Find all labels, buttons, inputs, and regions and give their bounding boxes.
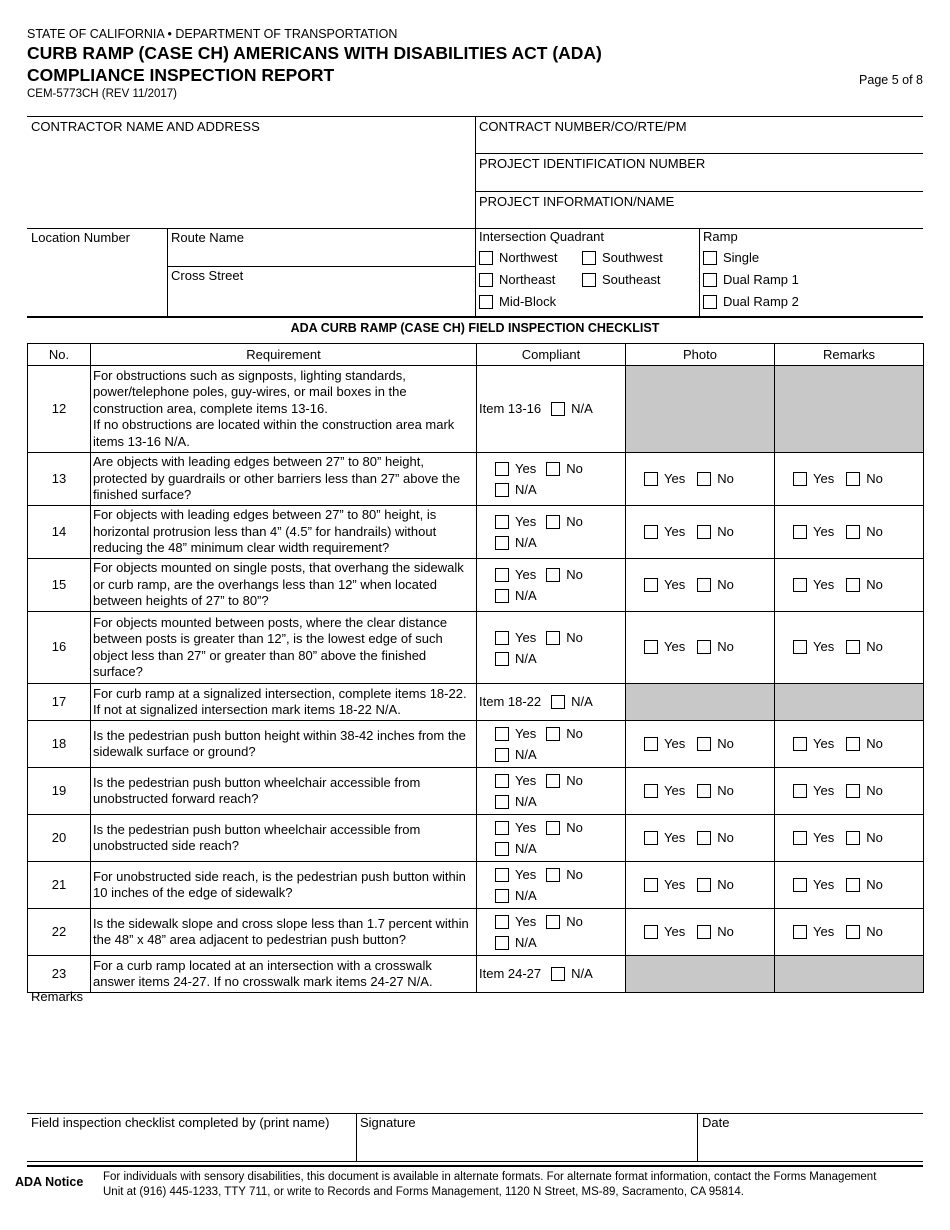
compliant-yes-option[interactable]: Yes: [495, 911, 536, 932]
checkbox[interactable]: [551, 967, 565, 981]
row-number: 17: [28, 684, 91, 721]
compliant-yes-option[interactable]: Yes: [495, 564, 536, 585]
requirement-text: For a curb ramp located at an intersection with a crosswalk answer items 24-27. If no crosswalk mark items 24-27 N/A.: [91, 956, 477, 993]
quadrant-southeast-option[interactable]: Southeast: [582, 272, 661, 287]
quadrant-southwest-option[interactable]: Southwest: [582, 250, 663, 265]
compliant-yes-option[interactable]: Yes: [495, 723, 536, 744]
checkbox[interactable]: [479, 251, 493, 265]
checkbox[interactable]: [846, 578, 860, 592]
checkbox[interactable]: [495, 536, 509, 550]
column-header-requirement: Requirement: [91, 344, 477, 366]
photo-cell-disabled: [626, 366, 775, 453]
form-title-line1: CURB RAMP (CASE CH) AMERICANS WITH DISABILITIES ACT (ADA): [27, 43, 602, 63]
remarks-no-option[interactable]: No: [846, 830, 883, 847]
checkbox[interactable]: [546, 727, 560, 741]
checklist-row: [28, 506, 924, 559]
compliant-no-option[interactable]: No: [546, 511, 583, 532]
remarks-no-option[interactable]: No: [846, 783, 883, 800]
requirement-text: For objects mounted between posts, where the clear distance between posts is greater than 12”, is the lowest edge of such object less than 27” or greater than 80” above the finished surface?: [91, 612, 477, 684]
ada-notice-label: ADA Notice: [15, 1175, 84, 1189]
checkbox[interactable]: [644, 784, 658, 798]
completed-by-field[interactable]: [27, 1114, 357, 1162]
compliant-yes-option[interactable]: Yes: [495, 458, 536, 479]
checkbox[interactable]: [697, 525, 711, 539]
contract-number-label: CONTRACT NUMBER/CO/RTE/PM: [479, 119, 687, 134]
checkbox[interactable]: [495, 515, 509, 529]
checkbox[interactable]: [495, 795, 509, 809]
row-number: 22: [28, 909, 91, 956]
contractor-field[interactable]: [27, 117, 476, 229]
ramp-label: Ramp: [703, 229, 738, 244]
photo-yes-option[interactable]: Yes: [644, 924, 685, 941]
checkbox[interactable]: [697, 925, 711, 939]
checkbox[interactable]: [495, 868, 509, 882]
remarks-yes-option[interactable]: Yes: [793, 639, 834, 656]
quadrant-northwest-option[interactable]: Northwest: [479, 250, 582, 265]
remarks-cell-disabled: [775, 684, 924, 721]
compliant-yes-option[interactable]: Yes: [495, 627, 536, 648]
ramp-dual-2-option[interactable]: Dual Ramp 2: [703, 294, 799, 309]
remarks-yes-option[interactable]: Yes: [793, 924, 834, 941]
compliant-cell: [477, 862, 626, 909]
checkbox[interactable]: [644, 525, 658, 539]
compliant-cell: [477, 815, 626, 862]
checkbox[interactable]: [697, 831, 711, 845]
checkbox[interactable]: [495, 727, 509, 741]
checkbox[interactable]: [697, 578, 711, 592]
intersection-quadrant-group: [476, 229, 700, 317]
remarks-cell: [775, 862, 924, 909]
photo-no-option[interactable]: No: [697, 639, 734, 656]
compliant-na-option[interactable]: N/A: [495, 585, 537, 606]
cross-street-field[interactable]: [168, 267, 476, 317]
compliant-na-option[interactable]: N/A: [495, 791, 537, 812]
compliant-no-option[interactable]: No: [546, 627, 583, 648]
checkbox[interactable]: [582, 251, 596, 265]
photo-no-option[interactable]: No: [697, 577, 734, 594]
checkbox[interactable]: [479, 273, 493, 287]
checklist-row: [28, 612, 924, 684]
signature-field[interactable]: [357, 1114, 698, 1162]
photo-yes-option[interactable]: Yes: [644, 639, 685, 656]
compliant-no-option[interactable]: No: [546, 723, 583, 744]
checkbox[interactable]: [546, 515, 560, 529]
checkbox[interactable]: [495, 462, 509, 476]
checkbox[interactable]: [697, 640, 711, 654]
checkbox[interactable]: [546, 915, 560, 929]
remarks-yes-option[interactable]: Yes: [793, 736, 834, 753]
checkbox[interactable]: [546, 821, 560, 835]
checklist-header-row: [28, 344, 924, 366]
ramp-group: [700, 229, 923, 317]
date-label: Date: [702, 1115, 730, 1130]
remarks-cell: [775, 815, 924, 862]
compliant-na-option[interactable]: N/A: [495, 532, 537, 553]
route-name-field[interactable]: [168, 229, 476, 267]
compliant-na-option[interactable]: N/A: [495, 885, 537, 906]
compliant-na-option[interactable]: N/A: [495, 744, 537, 765]
compliant-na-option[interactable]: N/A: [495, 648, 537, 669]
checkbox[interactable]: [697, 878, 711, 892]
checkbox[interactable]: [495, 915, 509, 929]
compliant-item-cell: [477, 684, 626, 721]
checkbox[interactable]: [644, 831, 658, 845]
info-section: [27, 116, 923, 318]
requirement-text: Are objects with leading edges between 27” to 80” height, protected by guardrails or other barriers less than 27” above the finished surface?: [91, 453, 477, 506]
compliant-yes-option[interactable]: Yes: [495, 511, 536, 532]
column-header-no: No.: [28, 344, 91, 366]
checkbox[interactable]: [644, 737, 658, 751]
photo-no-option[interactable]: No: [697, 471, 734, 488]
na-option[interactable]: N/A: [541, 694, 593, 711]
compliant-yes-option[interactable]: Yes: [495, 770, 536, 791]
checkbox[interactable]: [793, 472, 807, 486]
item-range-label: Item 13-16: [479, 400, 542, 416]
remarks-no-option[interactable]: No: [846, 577, 883, 594]
contract-number-field[interactable]: [476, 117, 923, 154]
compliant-cell: [477, 453, 626, 506]
remarks-cell: [775, 559, 924, 612]
remarks-cell: [775, 721, 924, 768]
remarks-yes-option[interactable]: Yes: [793, 524, 834, 541]
checkbox[interactable]: [495, 652, 509, 666]
checkbox[interactable]: [495, 483, 509, 497]
photo-yes-option[interactable]: Yes: [644, 783, 685, 800]
checkbox[interactable]: [697, 784, 711, 798]
signoff-section: [27, 1113, 923, 1162]
photo-yes-option[interactable]: Yes: [644, 877, 685, 894]
compliant-no-option[interactable]: No: [546, 564, 583, 585]
checkbox[interactable]: [793, 878, 807, 892]
checklist-row: [28, 768, 924, 815]
remarks-no-option[interactable]: No: [846, 639, 883, 656]
contractor-label: CONTRACTOR NAME AND ADDRESS: [31, 119, 260, 134]
checkbox[interactable]: [846, 737, 860, 751]
requirement-text: For obstructions such as signposts, lighting standards, power/telephone poles, guy-wires, or mail boxes in the construction area, complete items 13-16. If no obstructions are located within the construction area mark items 13-16 N/A.: [91, 366, 477, 453]
checklist-row: [28, 453, 924, 506]
checklist-table: [27, 343, 924, 993]
photo-cell-disabled: [626, 956, 775, 993]
remarks-yes-option[interactable]: Yes: [793, 471, 834, 488]
photo-cell: [626, 453, 775, 506]
checkbox[interactable]: [551, 402, 565, 416]
checkbox[interactable]: [644, 578, 658, 592]
row-number: 18: [28, 721, 91, 768]
checkbox[interactable]: [846, 525, 860, 539]
remarks-no-option[interactable]: No: [846, 736, 883, 753]
checkbox[interactable]: [793, 784, 807, 798]
requirement-text: Is the pedestrian push button height within 38-42 inches from the sidewalk surface or ground?: [91, 721, 477, 768]
photo-yes-option[interactable]: Yes: [644, 471, 685, 488]
checklist-row: [28, 366, 924, 453]
quadrant-label: Intersection Quadrant: [479, 229, 605, 244]
compliant-na-option[interactable]: N/A: [495, 932, 537, 953]
checkbox[interactable]: [644, 472, 658, 486]
remarks-cell: [775, 612, 924, 684]
compliant-cell: [477, 909, 626, 956]
remarks-label: Remarks: [31, 989, 84, 1004]
photo-yes-option[interactable]: Yes: [644, 577, 685, 594]
checkbox[interactable]: [846, 925, 860, 939]
checkbox[interactable]: [793, 831, 807, 845]
checkbox[interactable]: [846, 472, 860, 486]
checkbox[interactable]: [546, 631, 560, 645]
requirement-text: For curb ramp at a signalized intersection, complete items 18-22. If not at signalized intersection mark items 18-22 N/A.: [91, 684, 477, 721]
quadrant-midblock-option[interactable]: Mid-Block: [479, 294, 556, 309]
row-number: 21: [28, 862, 91, 909]
checkbox[interactable]: [495, 842, 509, 856]
remarks-no-option[interactable]: No: [846, 524, 883, 541]
checklist-row: [28, 956, 924, 993]
notice-divider: [27, 1165, 923, 1167]
location-number-label: Location Number: [31, 230, 130, 245]
quadrant-northeast-option[interactable]: Northeast: [479, 272, 582, 287]
checklist-row: [28, 862, 924, 909]
agency-name: STATE OF CALIFORNIA • DEPARTMENT OF TRANSPORTATION: [27, 27, 398, 41]
checkbox[interactable]: [551, 695, 565, 709]
checkbox[interactable]: [495, 568, 509, 582]
checklist-title: ADA CURB RAMP (CASE CH) FIELD INSPECTION CHECKLIST: [290, 321, 660, 335]
checklist-row: [28, 909, 924, 956]
checkbox[interactable]: [846, 640, 860, 654]
project-info-field[interactable]: [476, 192, 923, 229]
photo-no-option[interactable]: No: [697, 830, 734, 847]
checkbox[interactable]: [495, 889, 509, 903]
photo-cell: [626, 768, 775, 815]
remarks-no-option[interactable]: No: [846, 924, 883, 941]
cross-street-label: Cross Street: [171, 268, 244, 283]
compliant-cell: [477, 612, 626, 684]
checkbox[interactable]: [846, 784, 860, 798]
row-number: 16: [28, 612, 91, 684]
checkbox[interactable]: [793, 925, 807, 939]
checklist-row: [28, 559, 924, 612]
checkbox[interactable]: [495, 589, 509, 603]
photo-cell: [626, 612, 775, 684]
compliant-na-option[interactable]: N/A: [495, 838, 537, 859]
remarks-cell: [775, 909, 924, 956]
project-id-label: PROJECT IDENTIFICATION NUMBER: [479, 156, 706, 171]
photo-no-option[interactable]: No: [697, 736, 734, 753]
checkbox[interactable]: [546, 774, 560, 788]
compliant-no-option[interactable]: No: [546, 911, 583, 932]
location-number-field[interactable]: [27, 229, 168, 317]
page-number: Page 5 of 8: [859, 73, 923, 87]
checkbox[interactable]: [546, 568, 560, 582]
compliant-no-option[interactable]: No: [546, 864, 583, 885]
compliant-no-option[interactable]: No: [546, 770, 583, 791]
requirement-text: For objects with leading edges between 27” to 80” height, is horizontal protrusion less than 4” (4.5” for handrails) without reducing the 48” minimum clear width requirement?: [91, 506, 477, 559]
compliant-na-option[interactable]: N/A: [495, 479, 537, 500]
date-field[interactable]: [698, 1114, 923, 1162]
checkbox[interactable]: [697, 737, 711, 751]
remarks-area[interactable]: [27, 1005, 923, 1113]
checkbox[interactable]: [495, 821, 509, 835]
checkbox[interactable]: [846, 831, 860, 845]
requirement-text: Is the sidewalk slope and cross slope less than 1.7 percent within the 48” x 48” area adjacent to pedestrian push button?: [91, 909, 477, 956]
signature-label: Signature: [360, 1115, 416, 1130]
compliant-no-option[interactable]: No: [546, 458, 583, 479]
na-option[interactable]: N/A: [541, 966, 593, 983]
remarks-cell: [775, 768, 924, 815]
photo-no-option[interactable]: No: [697, 524, 734, 541]
row-number: 12: [28, 366, 91, 453]
checkbox[interactable]: [793, 578, 807, 592]
form-title: [27, 42, 602, 86]
checklist-row: [28, 815, 924, 862]
compliant-cell: [477, 721, 626, 768]
remarks-yes-option[interactable]: Yes: [793, 830, 834, 847]
column-header-photo: Photo: [626, 344, 775, 366]
photo-cell: [626, 506, 775, 559]
checklist-row: [28, 684, 924, 721]
remarks-yes-option[interactable]: Yes: [793, 577, 834, 594]
compliant-item-cell: [477, 366, 626, 453]
checkbox[interactable]: [495, 774, 509, 788]
remarks-cell: [775, 453, 924, 506]
row-number: 20: [28, 815, 91, 862]
compliant-yes-option[interactable]: Yes: [495, 817, 536, 838]
checkbox[interactable]: [582, 273, 596, 287]
checkbox[interactable]: [495, 936, 509, 950]
compliant-cell: [477, 768, 626, 815]
route-name-label: Route Name: [171, 230, 244, 245]
row-number: 19: [28, 768, 91, 815]
form-number: CEM-5773CH (REV 11/2017): [27, 88, 177, 100]
ramp-single-option[interactable]: Single: [703, 250, 759, 265]
compliant-no-option[interactable]: No: [546, 817, 583, 838]
item-range-label: Item 18-22: [479, 693, 542, 709]
checkbox[interactable]: [479, 295, 493, 309]
checkbox[interactable]: [703, 273, 717, 287]
compliant-item-cell: [477, 956, 626, 993]
remarks-no-option[interactable]: No: [846, 471, 883, 488]
project-info-label: PROJECT INFORMATION/NAME: [479, 194, 675, 209]
photo-cell: [626, 862, 775, 909]
remarks-no-option[interactable]: No: [846, 877, 883, 894]
row-number: 14: [28, 506, 91, 559]
checkbox[interactable]: [644, 640, 658, 654]
column-header-compliant: Compliant: [477, 344, 626, 366]
photo-yes-option[interactable]: Yes: [644, 524, 685, 541]
checkbox[interactable]: [495, 631, 509, 645]
compliant-yes-option[interactable]: Yes: [495, 864, 536, 885]
photo-yes-option[interactable]: Yes: [644, 736, 685, 753]
photo-cell: [626, 721, 775, 768]
photo-yes-option[interactable]: Yes: [644, 830, 685, 847]
form-title-line2: COMPLIANCE INSPECTION REPORT: [27, 65, 335, 85]
completed-by-label: Field inspection checklist completed by (print name): [31, 1115, 330, 1130]
checkbox[interactable]: [697, 472, 711, 486]
requirement-text: Is the pedestrian push button wheelchair accessible from unobstructed forward reach?: [91, 768, 477, 815]
checkbox[interactable]: [793, 640, 807, 654]
checkbox[interactable]: [703, 251, 717, 265]
remarks-yes-option[interactable]: Yes: [793, 783, 834, 800]
checkbox[interactable]: [846, 878, 860, 892]
item-range-label: Item 24-27: [479, 965, 542, 981]
checkbox[interactable]: [644, 878, 658, 892]
requirement-text: Is the pedestrian push button wheelchair accessible from unobstructed side reach?: [91, 815, 477, 862]
photo-cell: [626, 909, 775, 956]
row-number: 23: [28, 956, 91, 993]
remarks-cell-disabled: [775, 956, 924, 993]
photo-cell-disabled: [626, 684, 775, 721]
checkbox[interactable]: [546, 868, 560, 882]
row-number: 15: [28, 559, 91, 612]
project-id-field[interactable]: [476, 154, 923, 192]
checkbox[interactable]: [495, 748, 509, 762]
photo-no-option[interactable]: No: [697, 924, 734, 941]
photo-no-option[interactable]: No: [697, 877, 734, 894]
checkbox[interactable]: [546, 462, 560, 476]
compliant-cell: [477, 506, 626, 559]
checkbox[interactable]: [644, 925, 658, 939]
photo-cell: [626, 559, 775, 612]
na-option[interactable]: N/A: [541, 401, 593, 418]
compliant-cell: [477, 559, 626, 612]
remarks-cell-disabled: [775, 366, 924, 453]
requirement-text: For objects mounted on single posts, that overhang the sidewalk or curb ramp, are the overhangs less than 12” when located between heights of 27” to 80”?: [91, 559, 477, 612]
checkbox[interactable]: [793, 525, 807, 539]
column-header-remarks: Remarks: [775, 344, 924, 366]
checkbox[interactable]: [703, 295, 717, 309]
row-number: 13: [28, 453, 91, 506]
photo-cell: [626, 815, 775, 862]
requirement-text: For unobstructed side reach, is the pedestrian push button within 10 inches of the edge of sidewalk?: [91, 862, 477, 909]
checklist-row: [28, 721, 924, 768]
ada-notice-text: For individuals with sensory disabilities, this document is available in alternate formats. For alternate format information, contact the Forms Management Unit at (916) 445-1233, TTY 711, or write to Records and Forms Management, 1120 N Street, MS-89, Sacramento, CA 95814.: [103, 1171, 877, 1198]
photo-no-option[interactable]: No: [697, 783, 734, 800]
checkbox[interactable]: [793, 737, 807, 751]
remarks-cell: [775, 506, 924, 559]
remarks-yes-option[interactable]: Yes: [793, 877, 834, 894]
ramp-dual-1-option[interactable]: Dual Ramp 1: [703, 272, 799, 287]
